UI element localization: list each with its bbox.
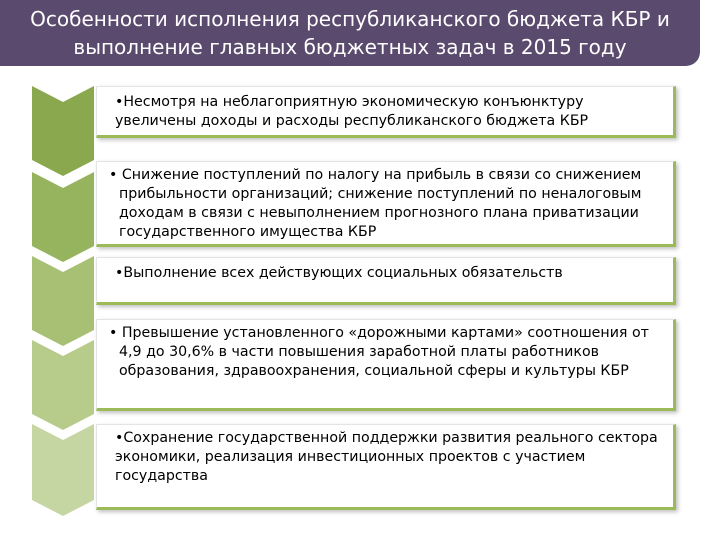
item-text-2: • Снижение поступлений по налогу на прибыль в связи со снижением прибыльности организаций; снижение поступлений по неналоговым доходам в связи с невыполнением прогнозного плана приватизации государственного имущества КБР (109, 167, 642, 240)
chevron-4 (32, 340, 94, 430)
item-card-3 (96, 257, 676, 305)
item-text-5: •Сохранение государственной поддержки развития реального сектора экономики, реализация инвестиционных проектов с участием государства (115, 430, 658, 484)
item-card-1 (96, 86, 676, 138)
chevron-2 (32, 172, 94, 262)
item-text-1: •Несмотря на неблагоприятную экономическую конъюнктуру увеличены доходы и расходы республиканского бюджета КБР (115, 94, 589, 129)
item-card-4 (96, 319, 676, 411)
chevron-1 (32, 86, 94, 176)
slide-title (0, 0, 700, 66)
chevron-5 (32, 424, 94, 516)
item-card-5 (96, 424, 676, 510)
title-text: Особенности исполнения республиканского бюджета КБР и выполнение главных бюджетных задач в 2015 году (30, 7, 670, 59)
item-card-2 (96, 161, 676, 247)
chevron-3 (32, 256, 94, 346)
item-text-4: • Превышение установленного «дорожными картами» соотношения от 4,9 до 30,6% в части повышения заработной платы работников образования, здравоохранения, социальной сферы и культуры КБР (109, 325, 649, 379)
item-text-3: •Выполнение всех действующих социальных обязательств (115, 265, 563, 281)
